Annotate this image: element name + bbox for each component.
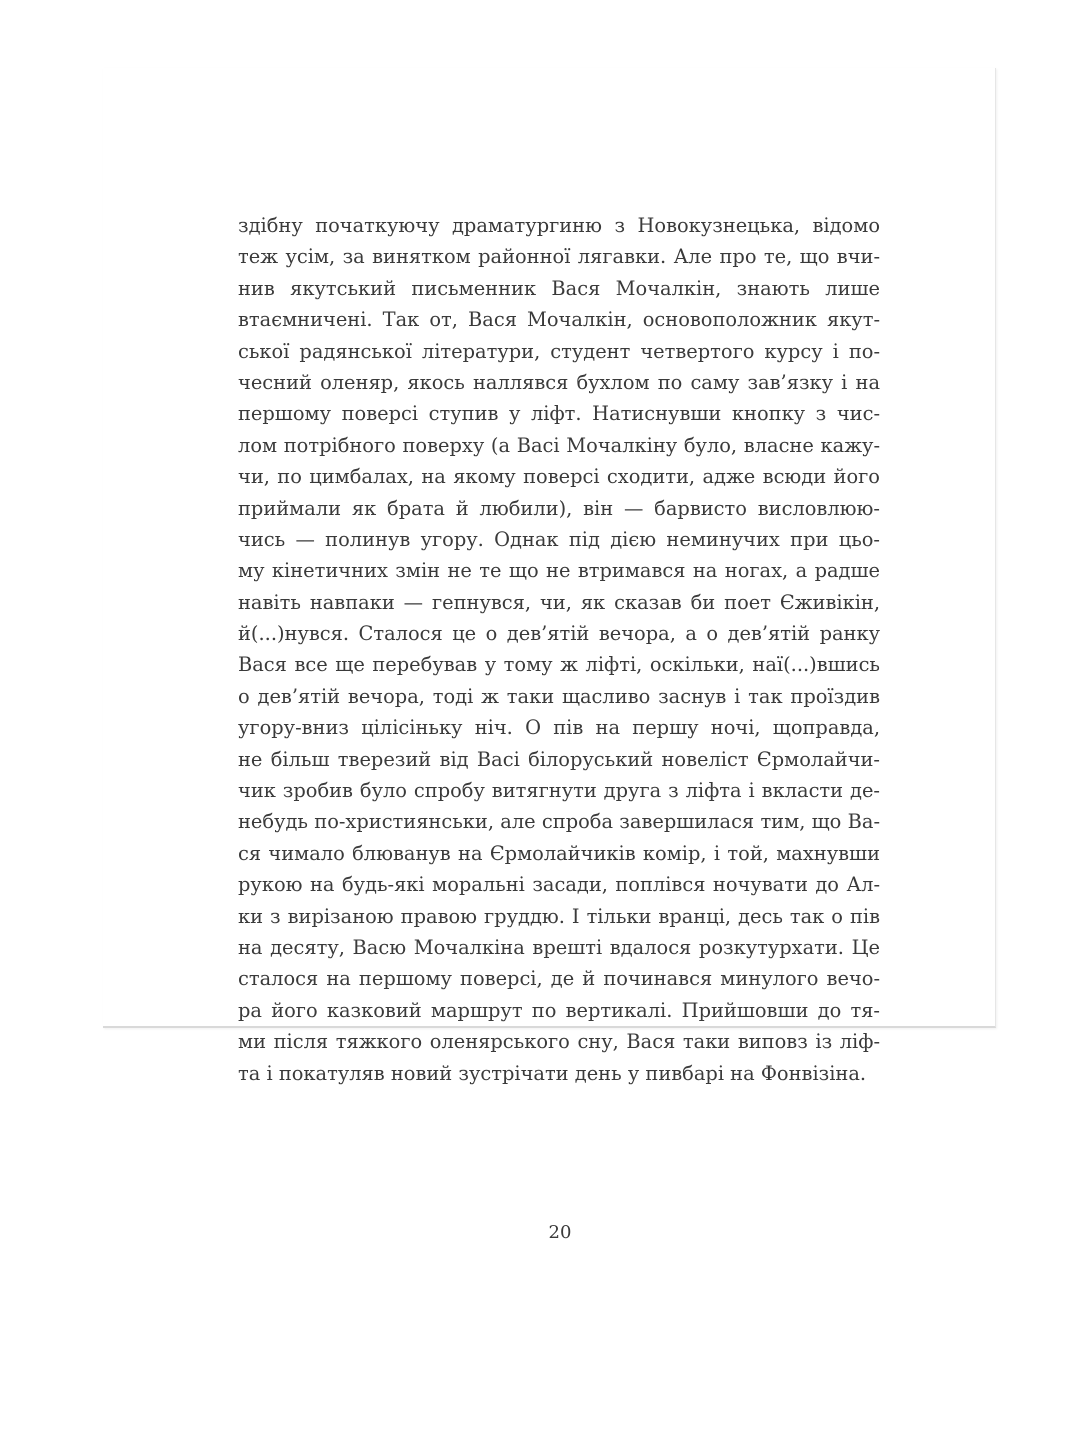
text-line: ської радянської літератури, студент четвертого курсу і по- bbox=[238, 339, 880, 363]
text-line: му кінетичних змін не те що не втримався на ногах, а радше bbox=[238, 559, 880, 583]
text-line: на десяту, Васю Мочалкіна врешті вдалося розкутурхати. Це bbox=[238, 935, 880, 959]
text-line: небудь по-християнськи, але спроба завершилася тим, що Ва- bbox=[238, 810, 880, 834]
text-line: чи, по цимбалах, на якому поверсі сходити, адже всюди його bbox=[238, 465, 880, 489]
text-line: приймали як брата й любили), він — барвисто висловлюю- bbox=[238, 496, 880, 520]
text-line: та і покатуляв новий зустрічати день у пивбарі на Фонвізіна. bbox=[238, 1061, 867, 1085]
text-line: рукою на будь-які моральні засади, поплівся ночувати до Ал- bbox=[238, 873, 880, 897]
text-line: о дев’ятій вечора, тоді ж таки щасливо заснув і так проїздив bbox=[238, 684, 880, 708]
page-number: 20 bbox=[548, 1222, 572, 1243]
text-line: навіть навпаки — гепнувся, чи, як сказав би поет Єживікін, bbox=[238, 590, 880, 614]
text-line: Вася все ще перебував у тому ж ліфті, оскільки, наї(...)вшись bbox=[238, 653, 880, 677]
text-line: ра його казковий маршрут по вертикалі. Прийшовши до тя- bbox=[238, 998, 880, 1022]
text-line: нив якутський письменник Вася Мочалкін, знають лише bbox=[238, 276, 880, 300]
text-line: чись — полинув угору. Однак під дією неминучих при цьо- bbox=[238, 527, 880, 551]
text-line: першому поверсі ступив у ліфт. Натиснувши кнопку з чис- bbox=[238, 402, 880, 426]
text-line: угору-вниз цілісіньку ніч. О пів на першу ночі, щоправда, bbox=[238, 716, 880, 740]
text-line: втаємничені. Так от, Вася Мочалкін, основоположник якут- bbox=[238, 308, 880, 332]
text-line: теж усім, за винятком районної лягавки. Але про те, що вчи- bbox=[238, 245, 880, 269]
text-line: ки з вирізаною правою груддю. І тільки вранці, десь так о пів bbox=[238, 904, 880, 928]
text-line: здібну початкуючу драматургиню з Новокузнецька, відомо bbox=[238, 214, 880, 237]
text-line: чик зробив було спробу витягнути друга з ліфта і вкласти де- bbox=[238, 779, 880, 803]
text-line: сталося на першому поверсі, де й починався минулого вечо- bbox=[238, 967, 880, 991]
text-line: ся чимало блюванув на Єрмолайчиків комір, і той, махнувши bbox=[238, 841, 880, 865]
text-line: чесний оленяр, якось наллявся бухлом по саму зав’язку і на bbox=[238, 370, 880, 394]
text-line: не більш тверезий від Васі білоруський новеліст Єрмолайчи- bbox=[238, 747, 880, 771]
text-line: лом потрібного поверху (а Васі Мочалкіну було, власне кажу- bbox=[238, 433, 880, 457]
text-line: й(...)нувся. Сталося це о дев’ятій вечора, а о дев’ятій ранку bbox=[238, 622, 880, 646]
text-line: ми після тяжкого оленярського сну, Вася таки виповз із ліф- bbox=[238, 1030, 880, 1054]
body-text bbox=[238, 210, 880, 1089]
